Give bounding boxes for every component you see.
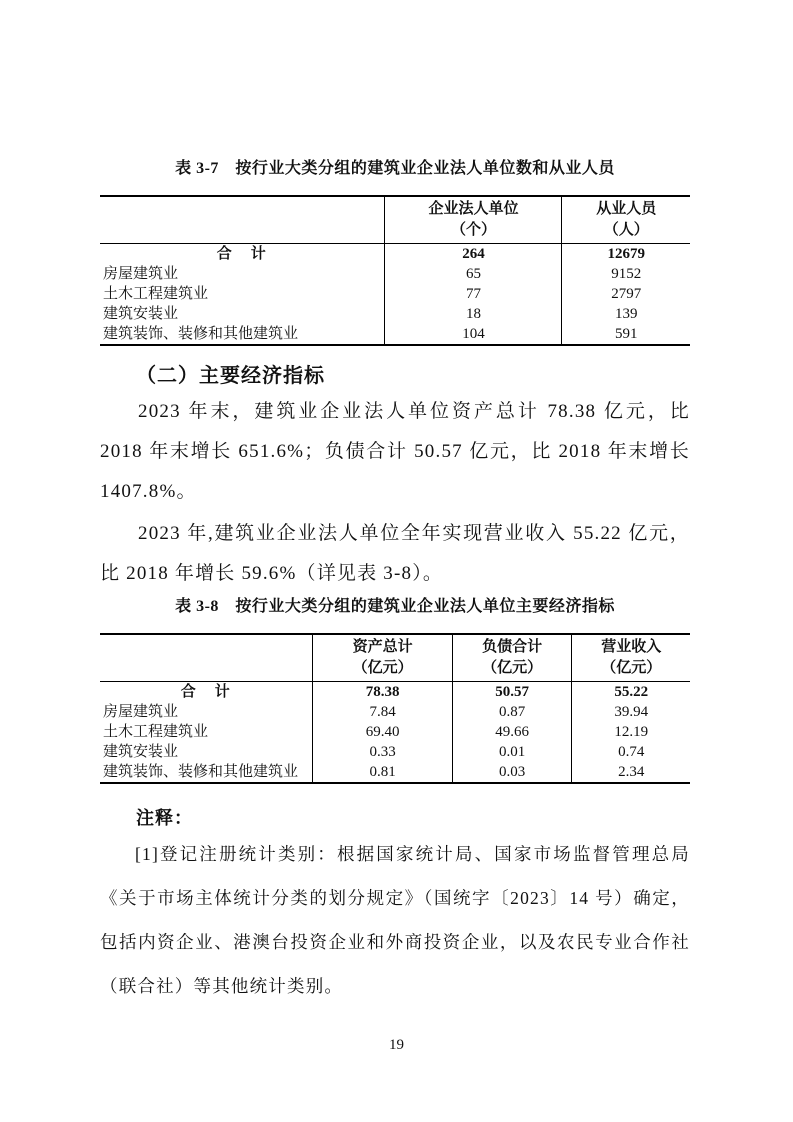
cell-value: 2797 <box>562 284 690 304</box>
row-label: 房屋建筑业 <box>103 266 179 282</box>
column-header-operating-revenue <box>572 634 690 682</box>
cell-value: 139 <box>562 304 690 324</box>
table-row <box>100 702 690 722</box>
table-3-8-header <box>100 634 690 682</box>
column-unit: （人） <box>603 222 649 238</box>
cell-value: 9152 <box>562 264 690 284</box>
row-label: 建筑装饰、装修和其他建筑业 <box>103 764 299 780</box>
cell-value: 78.38 <box>313 682 452 703</box>
row-label: 土木工程建筑业 <box>103 286 209 302</box>
table-row-total <box>100 244 690 265</box>
cell-value: 0.74 <box>572 742 690 762</box>
cell-value: 39.94 <box>572 702 690 722</box>
column-title: 企业法人单位 <box>428 201 519 217</box>
cell-value: 50.57 <box>452 682 572 703</box>
row-label: 房屋建筑业 <box>103 704 179 720</box>
table-row <box>100 762 690 783</box>
column-header-legal-units <box>385 196 562 244</box>
column-title: 营业收入 <box>601 639 662 655</box>
column-unit: （个） <box>450 222 496 238</box>
cell-value: 0.33 <box>313 742 452 762</box>
cell-value: 0.01 <box>452 742 572 762</box>
paragraph-revenue: 2023 年,建筑业企业法人单位全年实现营业收入 55.22 亿元，比 2018 年增长 59.6%（详见表 3-8）。 <box>100 523 690 584</box>
cell-value: 2.34 <box>572 762 690 783</box>
cell-value: 7.84 <box>313 702 452 722</box>
cell-value: 591 <box>562 324 690 345</box>
section-heading: （二）主要经济指标 <box>136 365 325 387</box>
page-content <box>100 0 690 1008</box>
row-label: 土木工程建筑业 <box>103 724 209 740</box>
cell-value: 49.66 <box>452 722 572 742</box>
table-3-8 <box>100 633 690 784</box>
empty-header-cell <box>100 634 313 682</box>
row-label: 合 计 <box>216 246 268 262</box>
cell-value: 104 <box>385 324 562 345</box>
page-number: 19 <box>389 1037 404 1053</box>
cell-value: 0.87 <box>452 702 572 722</box>
cell-value: 69.40 <box>313 722 452 742</box>
column-header-employees <box>562 196 690 244</box>
table-row <box>100 324 690 345</box>
cell-value: 55.22 <box>572 682 690 703</box>
table-3-7-header <box>100 196 690 244</box>
cell-value: 65 <box>385 264 562 284</box>
column-title: 负债合计 <box>482 639 543 655</box>
cell-value: 0.03 <box>452 762 572 783</box>
table-row <box>100 284 690 304</box>
column-unit: （亿元） <box>482 660 543 676</box>
notes-heading: 注释： <box>136 808 193 828</box>
column-title: 资产总计 <box>352 639 413 655</box>
row-label: 建筑安装业 <box>103 306 179 322</box>
cell-value: 0.81 <box>313 762 452 783</box>
empty-header-cell <box>100 196 385 244</box>
row-label: 建筑装饰、装修和其他建筑业 <box>103 326 299 342</box>
cell-value: 18 <box>385 304 562 324</box>
paragraph-assets-liabilities: 2023 年末，建筑业企业法人单位资产总计 78.38 亿元，比 2018 年末增长 651.6%；负债合计 50.57 亿元，比 2018 年末增长 1407.8%。 <box>100 401 690 502</box>
table-3-8-caption: 表 3-8 按行业大类分组的建筑业企业法人单位主要经济指标 <box>175 598 615 615</box>
table-row-total <box>100 682 690 703</box>
cell-value: 12.19 <box>572 722 690 742</box>
column-unit: （亿元） <box>352 660 413 676</box>
column-header-total-assets <box>313 634 452 682</box>
row-label: 合 计 <box>180 684 232 700</box>
column-header-total-liabilities <box>452 634 572 682</box>
table-row <box>100 742 690 762</box>
table-row <box>100 264 690 284</box>
table-row <box>100 304 690 324</box>
table-row <box>100 722 690 742</box>
cell-value: 77 <box>385 284 562 304</box>
row-label: 建筑安装业 <box>103 744 179 760</box>
note-1: [1]登记注册统计类别：根据国家统计局、国家市场监督管理总局《关于市场主体统计分类的划分规定》（国统字〔2023〕14 号）确定，包括内资企业、港澳台投资企业和外商投资企业，以及农民专业合作社（联合社）等其他统计类别。 <box>100 844 690 996</box>
column-title: 从业人员 <box>596 201 657 217</box>
column-unit: （亿元） <box>601 660 662 676</box>
cell-value: 12679 <box>562 244 690 265</box>
table-3-7-caption: 表 3-7 按行业大类分组的建筑业企业法人单位数和从业人员 <box>175 160 615 177</box>
table-3-7 <box>100 195 690 346</box>
cell-value: 264 <box>385 244 562 265</box>
